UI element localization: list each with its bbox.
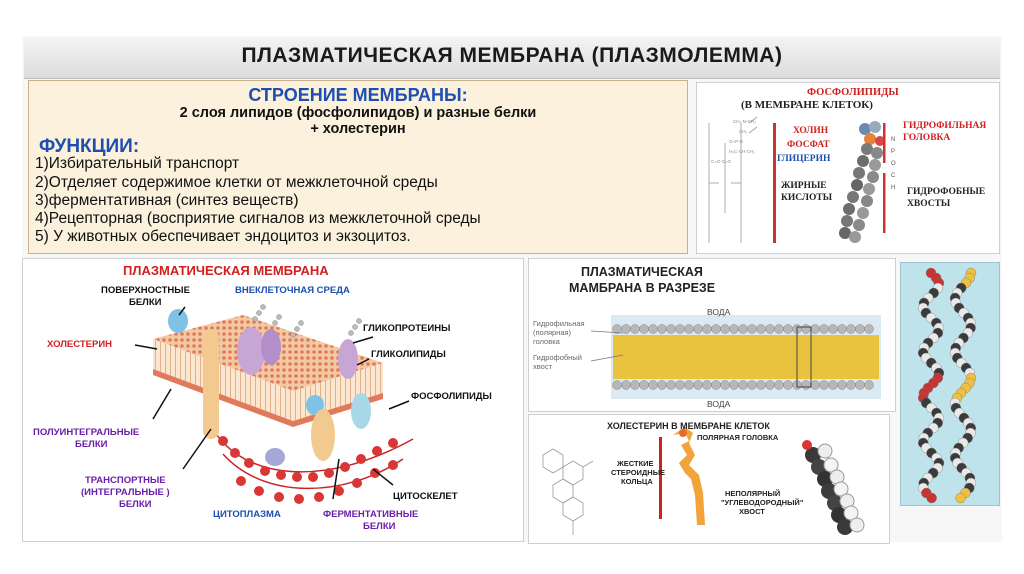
structure-heading: СТРОЕНИЕ МЕМБРАНЫ: xyxy=(248,85,468,105)
lipid-head xyxy=(766,325,775,334)
transport-protein xyxy=(203,329,219,439)
glycoprotein-1 xyxy=(237,327,265,375)
lipid-head xyxy=(829,325,838,334)
cytoskeleton-dots xyxy=(218,436,398,504)
label-phospholipids: ФОСФОЛИПИДЫ xyxy=(411,391,492,402)
lipid-head xyxy=(676,325,685,334)
lipid-head xyxy=(739,381,748,390)
section-hydrophilic-3: головка xyxy=(533,337,560,346)
lipid-head xyxy=(802,381,811,390)
phospholipid-panel xyxy=(696,82,1000,254)
lipid-head xyxy=(775,325,784,334)
cholesterol-panel xyxy=(528,414,890,544)
function-item-5: 5) У животных обеспечивает эндоцитоз и экзоцитоз. xyxy=(35,228,411,245)
phospho-label-hydrophilic-2: ГОЛОВКА xyxy=(903,133,951,143)
lipid-head xyxy=(631,325,640,334)
phospho-bracket-tail xyxy=(773,178,776,243)
phospho-label-choline: ХОЛИН xyxy=(793,126,829,136)
lipid-head xyxy=(631,381,640,390)
chol-polar-head: ПОЛЯРНАЯ ГОЛОВКА xyxy=(697,433,779,442)
lipid-head xyxy=(640,381,649,390)
chol-space-fill xyxy=(802,440,864,535)
membrane-section-panel xyxy=(528,258,896,412)
lipid-head xyxy=(856,381,865,390)
hydrophobic-bracket xyxy=(883,173,886,233)
lipid-head xyxy=(847,381,856,390)
lipid-head xyxy=(703,325,712,334)
function-item-2: 2)Отделяет содержимое клетки от межклеточной среды xyxy=(35,174,438,191)
lipid-head xyxy=(757,381,766,390)
svg-text:H: H xyxy=(891,185,896,191)
cytoplasm-protein xyxy=(265,448,285,466)
lipid-head xyxy=(721,325,730,334)
label-glycolipids: ГЛИКОЛИПИДЫ xyxy=(371,349,446,360)
label-surface-proteins-1: ПОВЕРХНОСТНЫЕ xyxy=(101,285,190,296)
structure-line-2: + холестерин xyxy=(310,121,406,137)
lipid-head xyxy=(703,381,712,390)
svg-text:N: N xyxy=(891,137,896,143)
lipid-head xyxy=(667,381,676,390)
phospholipid-formula-atoms xyxy=(711,119,756,164)
function-item-1: 1)Избирательный транспорт xyxy=(35,155,240,172)
phospho-label-fatty-2: КИСЛОТЫ xyxy=(781,193,833,203)
section-water-bottom: ВОДА xyxy=(707,399,731,409)
label-cytoskeleton: ЦИТОСКЕЛЕТ xyxy=(393,491,458,502)
lipid-head xyxy=(730,325,739,334)
hydrophilic-bracket xyxy=(883,123,886,163)
lipid-head xyxy=(820,381,829,390)
integral-protein xyxy=(311,409,335,461)
lipid-head xyxy=(838,325,847,334)
lipid-head xyxy=(784,325,793,334)
lipid-head xyxy=(829,381,838,390)
svg-text:O=P-O: O=P-O xyxy=(729,139,744,144)
label-cytoplasm: ЦИТОПЛАЗМА xyxy=(213,509,281,520)
lipid-head xyxy=(649,325,658,334)
section-hydrophilic-2: (полярная) xyxy=(533,328,572,337)
phospho-atom-symbols xyxy=(891,137,896,191)
lipid-head xyxy=(676,381,685,390)
phospho-space-fill-model xyxy=(839,121,885,243)
label-cholesterol: ХОЛЕСТЕРИН xyxy=(47,339,113,350)
label-enzymatic-2: БЕЛКИ xyxy=(363,521,396,532)
phospho-subheading: (В МЕМБРАНЕ КЛЕТОК) xyxy=(741,99,873,111)
cholesterol-formula xyxy=(543,449,593,535)
lipid-head xyxy=(730,381,739,390)
lipid-head xyxy=(658,325,667,334)
model-atom xyxy=(956,493,966,503)
chol-rigid-2: СТЕРОИДНЫЕ xyxy=(611,468,666,477)
lipid-head xyxy=(766,381,775,390)
lipid-head xyxy=(865,325,874,334)
lipid-head xyxy=(775,381,784,390)
label-glycoproteins: ГЛИКОПРОТЕИНЫ xyxy=(363,323,451,334)
label-transport-2: (ИНТЕГРАЛЬНЫЕ ) xyxy=(81,487,170,498)
enzymatic-protein xyxy=(351,393,371,429)
phospho-heading: ФОСФОЛИПИДЫ xyxy=(807,87,899,98)
function-item-3: 3)ферментативная (синтез веществ) xyxy=(35,192,299,209)
structure-line-1: 2 слоя липидов (фосфолипидов) и разные белки xyxy=(179,105,537,121)
lipid-head xyxy=(685,381,694,390)
svg-text:H₂C-CH-CH₂: H₂C-CH-CH₂ xyxy=(729,149,755,154)
lipid-head xyxy=(856,325,865,334)
phospho-label-glycerol: ГЛИЦЕРИН xyxy=(777,154,831,164)
label-surface-proteins-2: БЕЛКИ xyxy=(129,297,162,308)
chol-bracket xyxy=(659,437,662,519)
section-hydrophilic-1: Гидрофильная xyxy=(533,319,585,328)
lipid-head xyxy=(649,381,658,390)
lipid-head xyxy=(640,325,649,334)
lipid-head xyxy=(811,325,820,334)
label-extracellular: ВНЕКЛЕТОЧНАЯ СРЕДА xyxy=(235,285,350,296)
label-enzymatic-1: ФЕРМЕНТАТИВНЫЕ xyxy=(323,509,419,520)
model-atom xyxy=(927,493,937,503)
lipid-head xyxy=(847,325,856,334)
phospho-label-phosphate: ФОСФАТ xyxy=(787,140,830,150)
phospho-bracket-head xyxy=(773,123,776,178)
title-bar xyxy=(24,38,1000,79)
info-box xyxy=(28,80,688,254)
phospho-label-hydrophobic-2: ХВОСТЫ xyxy=(907,199,951,209)
lipid-head xyxy=(757,325,766,334)
chol-nonpolar-3: ХВОСТ xyxy=(739,507,765,516)
svg-text:O: O xyxy=(891,161,896,167)
lipid-head xyxy=(784,381,793,390)
phospho-label-fatty-1: ЖИРНЫЕ xyxy=(781,181,827,191)
svg-text:C=O C=O: C=O C=O xyxy=(711,159,732,164)
chol-rigid-1: ЖЕСТКИЕ xyxy=(617,459,654,468)
section-hydrophobic-2: хвост xyxy=(533,362,553,371)
bilayer-molecular-model xyxy=(901,263,999,505)
lipid-head xyxy=(613,381,622,390)
lipid-head xyxy=(622,325,631,334)
lipid-head xyxy=(739,325,748,334)
lipid-head xyxy=(712,325,721,334)
molecular-model-panel xyxy=(900,262,1000,506)
surface-protein xyxy=(168,309,188,333)
section-heading-2: МАМБРАНА В РАЗРЕЗЕ xyxy=(569,281,716,295)
lipid-head xyxy=(838,381,847,390)
lipid-head xyxy=(685,325,694,334)
membrane-diagram-panel xyxy=(22,258,524,542)
label-transport-3: БЕЛКИ xyxy=(119,499,152,510)
lipid-head xyxy=(667,325,676,334)
lipid-head xyxy=(721,381,730,390)
chol-rigid-3: КОЛЬЦА xyxy=(621,477,653,486)
svg-text:C: C xyxy=(891,173,896,179)
lipid-head xyxy=(865,381,874,390)
lipid-head xyxy=(811,381,820,390)
lipid-head xyxy=(622,381,631,390)
lipid-head xyxy=(802,325,811,334)
lipid-head xyxy=(658,381,667,390)
lipid-head xyxy=(820,325,829,334)
lipid-head xyxy=(694,381,703,390)
membrane-heading: ПЛАЗМАТИЧЕСКАЯ МЕМБРАНА xyxy=(123,263,329,278)
phospho-label-hydrophobic-1: ГИДРОФОБНЫЕ xyxy=(907,187,986,197)
section-hydrophobic-1: Гидрофобный xyxy=(533,353,582,362)
section-heading-1: ПЛАЗМАТИЧЕСКАЯ xyxy=(581,265,703,279)
lipid-head xyxy=(694,325,703,334)
label-transport-1: ТРАНСПОРТНЫЕ xyxy=(85,475,166,486)
chol-nonpolar-2: "УГЛЕВОДОРОДНЫЙ" xyxy=(721,498,804,507)
chol-nonpolar-1: НЕПОЛЯРНЫЙ xyxy=(725,489,781,498)
svg-text:CH₂-N-CH₃: CH₂-N-CH₃ xyxy=(733,119,756,124)
label-semi-integral-2: БЕЛКИ xyxy=(75,439,108,450)
svg-text:CH₂: CH₂ xyxy=(739,129,748,134)
lipid-head xyxy=(712,381,721,390)
label-semi-integral-1: ПОЛУИНТЕГРАЛЬНЫЕ xyxy=(33,427,140,438)
chol-heading: ХОЛЕСТЕРИН В МЕМБРАНЕ КЛЕТОК xyxy=(607,421,770,431)
page-title: ПЛАЗМАТИЧЕСКАЯ МЕМБРАНА (ПЛАЗМОЛЕММА) xyxy=(241,44,783,67)
functions-heading: ФУНКЦИИ: xyxy=(39,136,140,157)
phospho-label-hydrophilic-1: ГИДРОФИЛЬНАЯ xyxy=(903,121,987,131)
phospholipid-formula-lines xyxy=(709,117,757,243)
section-water-top: ВОДА xyxy=(707,307,731,317)
hydrophobic-core xyxy=(613,335,879,379)
lipid-head xyxy=(748,381,757,390)
glycoprotein-2 xyxy=(261,329,281,365)
glycoprotein-3 xyxy=(338,339,358,379)
svg-text:P: P xyxy=(891,149,896,155)
lipid-head xyxy=(748,325,757,334)
function-item-4: 4)Рецепторная (восприятие сигналов из межклеточной среды xyxy=(35,210,481,227)
